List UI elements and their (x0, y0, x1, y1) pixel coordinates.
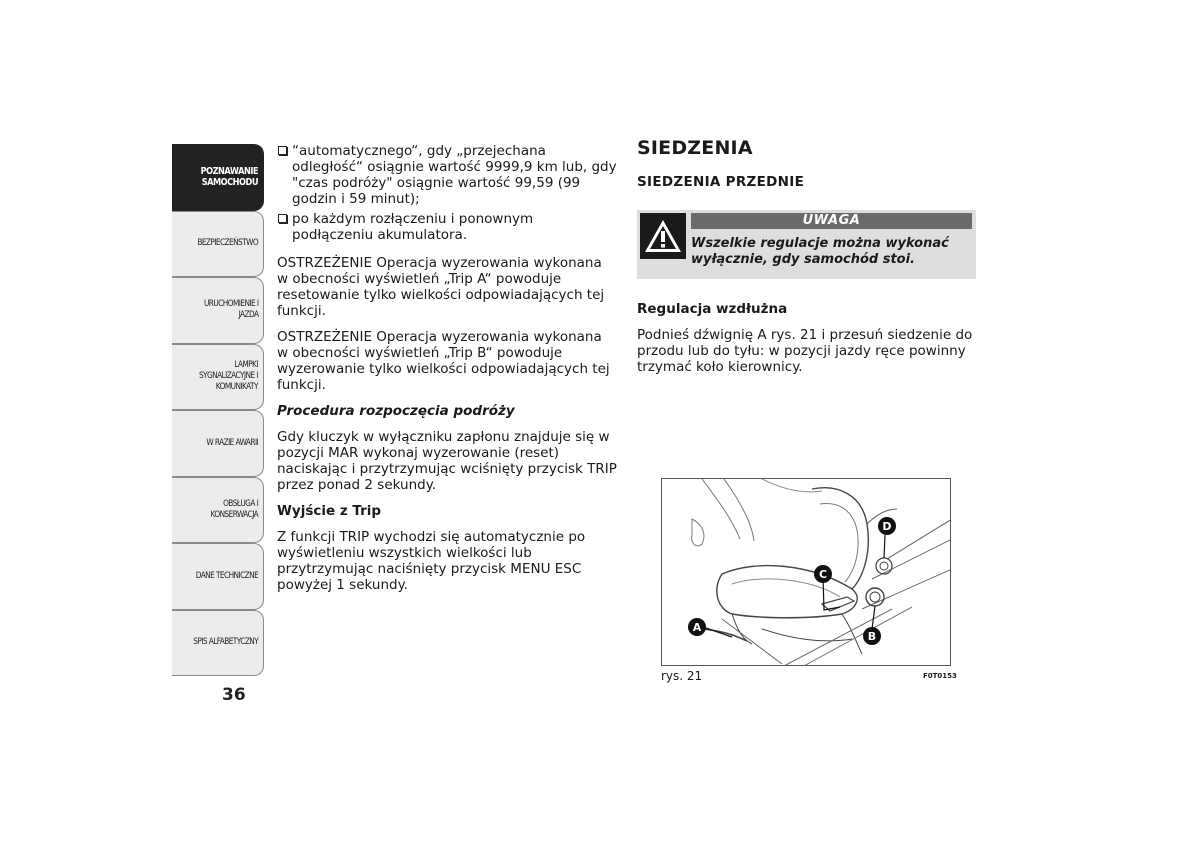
tab-w-razie-awarii[interactable] (172, 410, 264, 477)
tab-label: BEZPIECZEŃSTWO (197, 238, 258, 249)
seat-illustration (661, 478, 951, 666)
list-item-text: po każdym rozłączeniu i ponownym podłączeniu akumulatora. (292, 211, 534, 243)
tab-label: LAMPKI SYGNALIZACYJNE I KOMUNIKATY (199, 360, 258, 393)
chapter-tabs (172, 144, 264, 676)
tab-label: URUCHOMIENIE I JAZDA (203, 299, 258, 321)
right-column (637, 137, 977, 385)
subheading: Regulacja wzdłużna (637, 301, 788, 317)
callout-a (688, 618, 706, 636)
tab-lampki-sygnalizacyjne[interactable] (172, 344, 264, 411)
tab-dane-techniczne[interactable] (172, 543, 264, 610)
callout-c (814, 565, 832, 583)
list-item-text: “automatycznego“, gdy „przejechana odległość“ osiągnie wartość 9999,9 km lub, gdy "czas podróży" osiągnie wartość 99,59 (99 godzin i 59 minut); (292, 143, 617, 207)
checkbox-bullet-icon (278, 214, 287, 223)
callout-d (878, 517, 896, 535)
tab-bezpieczenstwo[interactable] (172, 211, 264, 278)
tab-label: POZNAWANIE SAMOCHODU (200, 166, 258, 189)
callout-b (863, 627, 881, 645)
warning-title: UWAGA (691, 213, 972, 229)
page-number: 36 (222, 685, 246, 705)
paragraph: Podnieś dźwignię A rys. 21 i przesuń siedzenie do przodu lub do tyłu: w pozycji jazdy ręce powinny trzymać koło kierownicy. (637, 327, 973, 375)
callout-label: D (882, 520, 892, 533)
tab-label: OBSŁUGA I KONSERWACJA (210, 498, 258, 520)
callout-label: A (692, 621, 702, 634)
callout-label: B (867, 630, 877, 643)
tab-label: W RAZIE AWARII (206, 437, 258, 448)
paragraph: OSTRZEŻENIE Operacja wyzerowania wykonana w obecności wyświetleń „Trip A“ powoduje resetowanie tylko wielkości odpowiadających tej funkcji. (277, 255, 605, 319)
warning-text: Wszelkie regulacje można wykonać wyłącznie, gdy samochód stoi. (691, 236, 949, 267)
subheading: Wyjście z Trip (277, 503, 382, 519)
list-item (277, 143, 617, 207)
tab-label: SPIS ALFABETYCZNY (193, 637, 258, 648)
callout-label: C (818, 568, 828, 581)
tab-poznawanie-samochodu[interactable] (172, 144, 264, 211)
list-item (277, 211, 617, 243)
section-title: SIEDZENIA (637, 137, 753, 159)
warning-box (637, 210, 976, 279)
subheading: Procedura rozpoczęcia podróży (277, 403, 515, 419)
paragraph: OSTRZEŻENIE Operacja wyzerowania wykonana w obecności wyświetleń „Trip B“ powoduje wyzerowanie tylko wielkości odpowiadających tej funkcji. (277, 329, 610, 393)
figure-code: F0T0153 (923, 672, 957, 680)
warning-triangle-icon (640, 213, 686, 259)
tab-uruchomienie-i-jazda[interactable] (172, 277, 264, 344)
section-subtitle: SIEDZENIA PRZEDNIE (637, 174, 805, 190)
tab-label: DANE TECHNICZNE (195, 570, 258, 581)
paragraph: Gdy kluczyk w wyłączniku zapłonu znajduje się w pozycji MAR wykonaj wyzerowanie (reset) naciskając i przytrzymując wciśnięty przycisk TRIP przez ponad 2 sekundy. (277, 429, 617, 493)
tab-obsluga-i-konserwacja[interactable] (172, 477, 264, 544)
tab-spis-alfabetyczny[interactable] (172, 610, 264, 677)
left-column (277, 143, 617, 603)
checkbox-bullet-icon (278, 146, 287, 155)
figure-caption: rys. 21 (661, 669, 703, 683)
paragraph: Z funkcji TRIP wychodzi się automatycznie po wyświetleniu wszystkich wielkości lub przytrzymując naciśnięty przycisk MENU ESC powyżej 1 sekundy. (277, 529, 586, 593)
